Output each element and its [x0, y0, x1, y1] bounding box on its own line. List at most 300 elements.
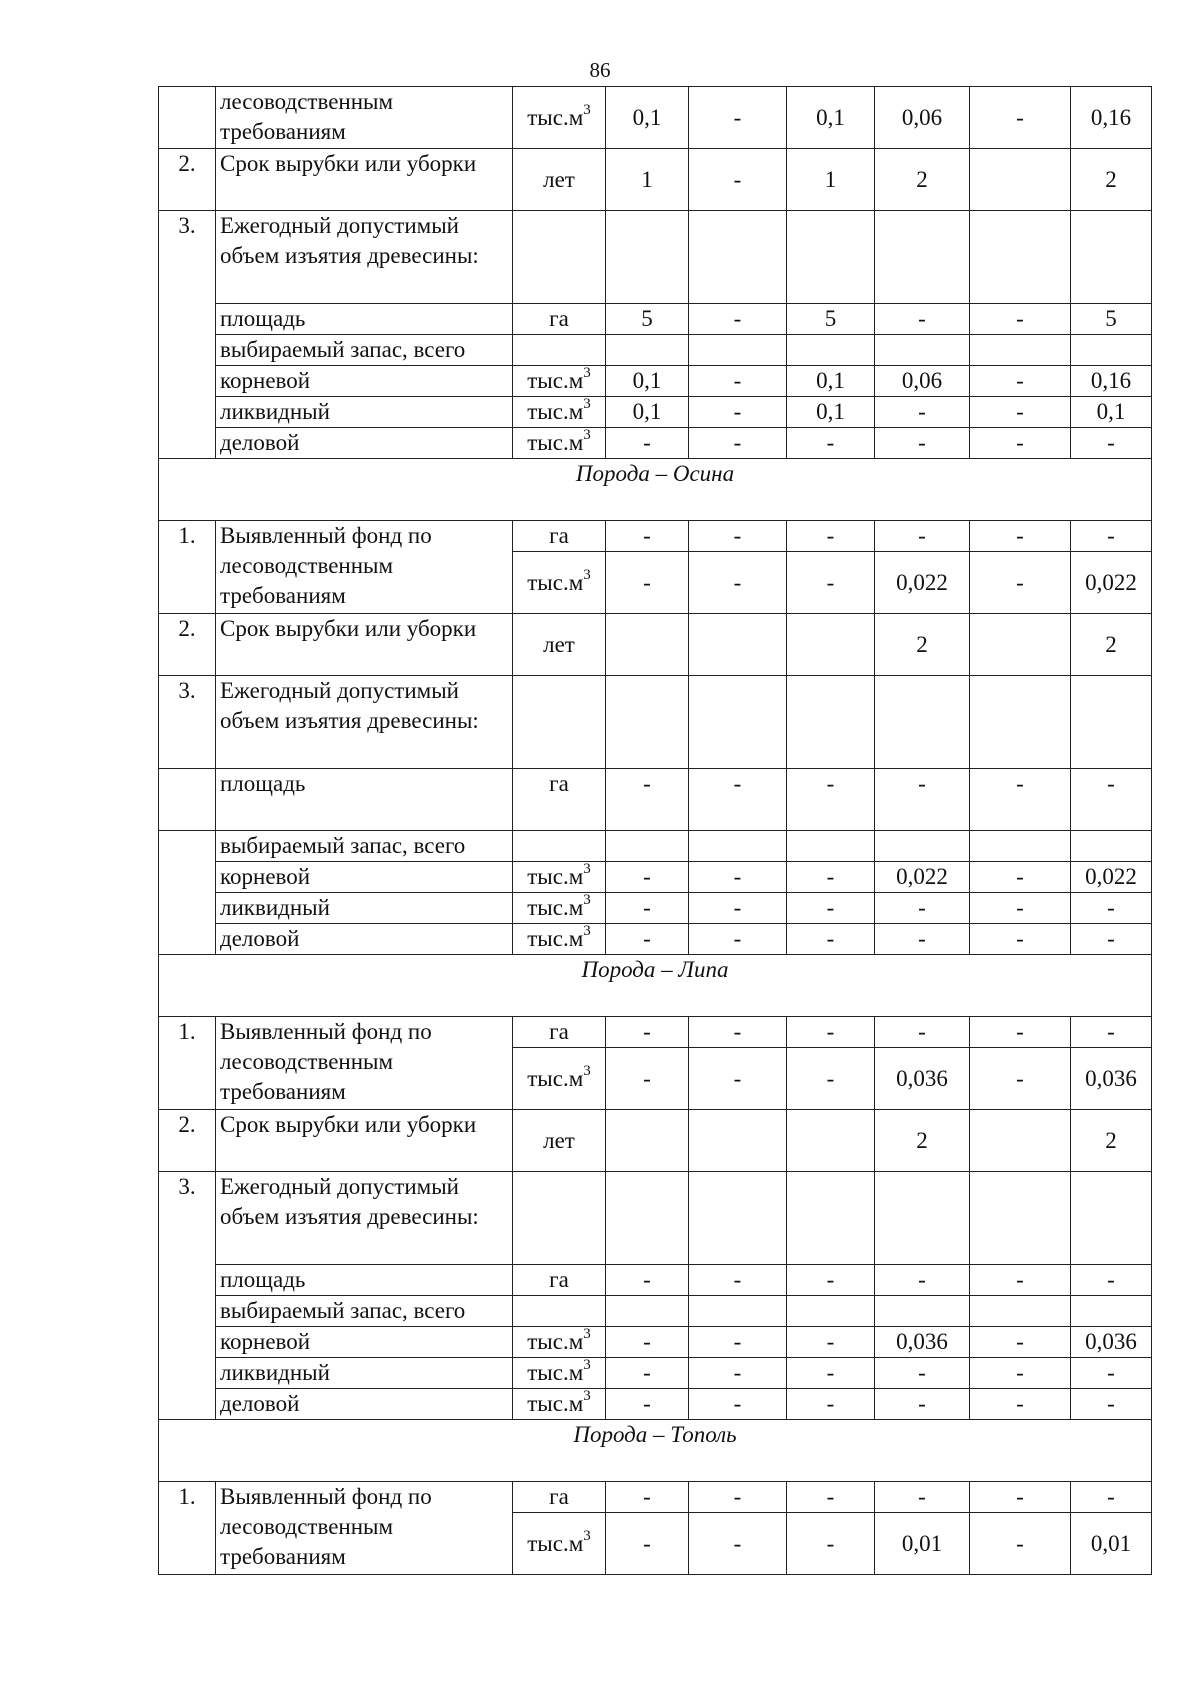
- value-cell: [970, 1296, 1071, 1327]
- species-heading: Порода – Осина: [159, 459, 1152, 521]
- value-cell: -: [689, 366, 787, 397]
- row-label: Срок вырубки или уборки: [216, 149, 513, 211]
- value-cell: -: [970, 893, 1071, 924]
- row-label: площадь: [216, 1265, 513, 1296]
- value-cell: [787, 831, 875, 862]
- table-row: [159, 366, 1152, 397]
- unit-cell: [513, 1110, 606, 1172]
- table-row: [159, 924, 1152, 955]
- value-cell: -: [689, 862, 787, 893]
- value-cell: 2: [1071, 149, 1152, 211]
- value-cell: -: [970, 1358, 1071, 1389]
- unit-text: га: [549, 771, 569, 796]
- value-cell: -: [875, 1389, 970, 1420]
- value-cell: [1071, 1296, 1152, 1327]
- value-cell: [606, 614, 689, 676]
- value-cell: [970, 335, 1071, 366]
- unit-cell: [513, 366, 606, 397]
- value-cell: -: [875, 769, 970, 831]
- unit-cell: [513, 1296, 606, 1327]
- section-row: [159, 459, 1152, 521]
- value-cell: [875, 831, 970, 862]
- unit-cell: [513, 1048, 606, 1110]
- value-cell: 0,1: [787, 87, 875, 149]
- value-cell: -: [787, 1048, 875, 1110]
- value-cell: -: [689, 552, 787, 614]
- unit-cell: [513, 1389, 606, 1420]
- unit-superscript: 3: [583, 1326, 591, 1343]
- value-cell: -: [787, 1327, 875, 1358]
- value-cell: [787, 1110, 875, 1172]
- value-cell: -: [606, 1358, 689, 1389]
- value-cell: -: [689, 304, 787, 335]
- value-cell: -: [787, 552, 875, 614]
- value-cell: -: [1071, 1265, 1152, 1296]
- row-number: [159, 831, 216, 955]
- row-label: лесоводственным требованиям: [216, 87, 513, 149]
- value-cell: -: [689, 149, 787, 211]
- value-cell: -: [606, 552, 689, 614]
- unit-superscript: 3: [583, 923, 591, 940]
- unit-cell: [513, 614, 606, 676]
- unit-text: тыс.м: [527, 1360, 584, 1385]
- unit-cell: [513, 335, 606, 366]
- value-cell: 0,036: [1071, 1327, 1152, 1358]
- unit-cell: [513, 1172, 606, 1265]
- value-cell: -: [787, 769, 875, 831]
- unit-superscript: 3: [583, 396, 591, 413]
- row-label: деловой: [216, 924, 513, 955]
- row-label: Ежегодный допустимый объем изъятия древесины:: [216, 1172, 513, 1265]
- unit-cell: [513, 1327, 606, 1358]
- table-row: [159, 1482, 1152, 1513]
- unit-text: тыс.м: [527, 1530, 584, 1556]
- value-cell: -: [875, 1017, 970, 1048]
- value-cell: [970, 1110, 1071, 1172]
- value-cell: -: [689, 1482, 787, 1513]
- value-cell: -: [606, 428, 689, 459]
- table-row: [159, 614, 1152, 676]
- value-cell: -: [1071, 893, 1152, 924]
- value-cell: -: [1071, 428, 1152, 459]
- table-row: [159, 211, 1152, 304]
- table-row: [159, 1296, 1152, 1327]
- value-cell: [1071, 335, 1152, 366]
- row-number: 2.: [159, 1110, 216, 1172]
- species-heading: Порода – Тополь: [159, 1420, 1152, 1482]
- value-cell: -: [970, 1513, 1071, 1575]
- row-label: выбираемый запас, всего: [216, 831, 513, 862]
- row-label: корневой: [216, 366, 513, 397]
- row-label: Выявленный фонд по лесоводственным требованиям: [216, 1017, 513, 1110]
- value-cell: 0,01: [1071, 1513, 1152, 1575]
- unit-text: лет: [543, 166, 575, 192]
- value-cell: [606, 1172, 689, 1265]
- value-cell: [787, 335, 875, 366]
- unit-superscript: 3: [583, 101, 591, 118]
- unit-text: тыс.м: [527, 864, 584, 889]
- value-cell: -: [787, 428, 875, 459]
- value-cell: -: [689, 521, 787, 552]
- row-number: 3.: [159, 676, 216, 769]
- row-label: ликвидный: [216, 893, 513, 924]
- table-row: [159, 1110, 1152, 1172]
- value-cell: [689, 1296, 787, 1327]
- unit-cell: [513, 893, 606, 924]
- value-cell: -: [875, 924, 970, 955]
- value-cell: 0,1: [787, 366, 875, 397]
- row-label: Ежегодный допустимый объем изъятия древесины:: [216, 676, 513, 769]
- value-cell: [1071, 211, 1152, 304]
- section-row: [159, 955, 1152, 1017]
- value-cell: -: [787, 1358, 875, 1389]
- table-row: [159, 149, 1152, 211]
- value-cell: 0,022: [875, 552, 970, 614]
- row-label: площадь: [216, 769, 513, 831]
- value-cell: -: [970, 1017, 1071, 1048]
- value-cell: [970, 676, 1071, 769]
- value-cell: [787, 211, 875, 304]
- row-label: Выявленный фонд по лесоводственным требованиям: [216, 1482, 513, 1575]
- row-label: Срок вырубки или уборки: [216, 1110, 513, 1172]
- table-row: [159, 1017, 1152, 1048]
- value-cell: 0,036: [875, 1048, 970, 1110]
- value-cell: [606, 1110, 689, 1172]
- value-cell: -: [970, 1048, 1071, 1110]
- row-number: 2.: [159, 149, 216, 211]
- unit-cell: [513, 304, 606, 335]
- table-row: [159, 1389, 1152, 1420]
- value-cell: 0,06: [875, 87, 970, 149]
- value-cell: [970, 211, 1071, 304]
- value-cell: [970, 1172, 1071, 1265]
- value-cell: -: [606, 1265, 689, 1296]
- row-label: деловой: [216, 428, 513, 459]
- unit-superscript: 3: [583, 1062, 591, 1079]
- value-cell: -: [970, 397, 1071, 428]
- value-cell: -: [970, 428, 1071, 459]
- unit-text: тыс.м: [527, 1065, 584, 1091]
- unit-text: тыс.м: [527, 1329, 584, 1354]
- row-number: 1.: [159, 1482, 216, 1575]
- value-cell: [689, 676, 787, 769]
- value-cell: -: [787, 521, 875, 552]
- value-cell: -: [689, 397, 787, 428]
- value-cell: -: [606, 1048, 689, 1110]
- unit-cell: [513, 428, 606, 459]
- row-label: деловой: [216, 1389, 513, 1420]
- value-cell: [689, 211, 787, 304]
- value-cell: [606, 211, 689, 304]
- value-cell: -: [606, 862, 689, 893]
- value-cell: -: [606, 1482, 689, 1513]
- value-cell: -: [689, 428, 787, 459]
- value-cell: 0,022: [875, 862, 970, 893]
- value-cell: -: [875, 397, 970, 428]
- table-row: [159, 1265, 1152, 1296]
- value-cell: -: [787, 1513, 875, 1575]
- table-row: [159, 87, 1152, 149]
- value-cell: [875, 676, 970, 769]
- value-cell: [1071, 676, 1152, 769]
- unit-superscript: 3: [583, 861, 591, 878]
- value-cell: -: [606, 1513, 689, 1575]
- row-label: корневой: [216, 862, 513, 893]
- value-cell: [970, 831, 1071, 862]
- unit-cell: [513, 211, 606, 304]
- table-row: [159, 893, 1152, 924]
- value-cell: -: [970, 769, 1071, 831]
- row-label: Выявленный фонд по лесоводственным требованиям: [216, 521, 513, 614]
- value-cell: -: [689, 1358, 787, 1389]
- unit-cell: [513, 862, 606, 893]
- value-cell: [787, 676, 875, 769]
- table-row: [159, 1358, 1152, 1389]
- value-cell: -: [875, 304, 970, 335]
- unit-text: га: [549, 523, 569, 548]
- value-cell: 2: [875, 149, 970, 211]
- value-cell: 0,036: [1071, 1048, 1152, 1110]
- unit-cell: [513, 1513, 606, 1575]
- value-cell: 0,022: [1071, 862, 1152, 893]
- unit-text: га: [549, 1484, 569, 1509]
- value-cell: 0,01: [875, 1513, 970, 1575]
- unit-text: га: [549, 1019, 569, 1044]
- value-cell: -: [970, 521, 1071, 552]
- value-cell: -: [787, 1017, 875, 1048]
- row-number: 2.: [159, 614, 216, 676]
- table-row: [159, 676, 1152, 769]
- value-cell: -: [606, 521, 689, 552]
- unit-superscript: 3: [583, 427, 591, 444]
- value-cell: [875, 211, 970, 304]
- unit-superscript: 3: [583, 365, 591, 382]
- value-cell: [787, 614, 875, 676]
- value-cell: -: [970, 1482, 1071, 1513]
- value-cell: 1: [606, 149, 689, 211]
- table-row: [159, 397, 1152, 428]
- value-cell: -: [1071, 1482, 1152, 1513]
- value-cell: -: [1071, 1389, 1152, 1420]
- unit-text: тыс.м: [527, 430, 584, 455]
- row-label: площадь: [216, 304, 513, 335]
- value-cell: -: [689, 893, 787, 924]
- value-cell: 2: [875, 614, 970, 676]
- value-cell: -: [970, 366, 1071, 397]
- unit-cell: [513, 552, 606, 614]
- unit-text: лет: [543, 1127, 575, 1153]
- unit-text: тыс.м: [527, 104, 584, 130]
- value-cell: -: [970, 87, 1071, 149]
- unit-superscript: 3: [583, 566, 591, 583]
- value-cell: 0,16: [1071, 366, 1152, 397]
- value-cell: [1071, 831, 1152, 862]
- row-label: Срок вырубки или уборки: [216, 614, 513, 676]
- table-row: [159, 1172, 1152, 1265]
- value-cell: -: [689, 1327, 787, 1358]
- value-cell: [875, 335, 970, 366]
- unit-cell: [513, 149, 606, 211]
- value-cell: [689, 1110, 787, 1172]
- unit-cell: [513, 87, 606, 149]
- row-number: 1.: [159, 1017, 216, 1110]
- unit-superscript: 3: [583, 1357, 591, 1374]
- unit-cell: [513, 397, 606, 428]
- value-cell: -: [787, 924, 875, 955]
- unit-text: га: [549, 1267, 569, 1292]
- value-cell: 5: [606, 304, 689, 335]
- value-cell: [970, 149, 1071, 211]
- unit-text: тыс.м: [527, 926, 584, 951]
- unit-text: тыс.м: [527, 895, 584, 920]
- value-cell: 2: [875, 1110, 970, 1172]
- unit-text: тыс.м: [527, 1391, 584, 1416]
- value-cell: -: [1071, 521, 1152, 552]
- unit-cell: [513, 1017, 606, 1048]
- value-cell: [787, 1296, 875, 1327]
- table-row: [159, 335, 1152, 366]
- value-cell: -: [787, 893, 875, 924]
- unit-cell: [513, 676, 606, 769]
- value-cell: -: [689, 1513, 787, 1575]
- value-cell: [689, 335, 787, 366]
- row-label: ликвидный: [216, 397, 513, 428]
- value-cell: [875, 1172, 970, 1265]
- value-cell: -: [689, 1017, 787, 1048]
- value-cell: 0,1: [1071, 397, 1152, 428]
- value-cell: -: [970, 862, 1071, 893]
- table-row: [159, 428, 1152, 459]
- row-label: корневой: [216, 1327, 513, 1358]
- table-row: [159, 862, 1152, 893]
- forest-data-table: [158, 86, 1152, 1575]
- value-cell: -: [875, 1358, 970, 1389]
- value-cell: 0,1: [606, 397, 689, 428]
- value-cell: -: [689, 87, 787, 149]
- value-cell: -: [1071, 769, 1152, 831]
- value-cell: -: [1071, 1017, 1152, 1048]
- unit-superscript: 3: [583, 1388, 591, 1405]
- unit-cell: [513, 1265, 606, 1296]
- section-row: [159, 1420, 1152, 1482]
- row-number: 3.: [159, 211, 216, 459]
- value-cell: 0,036: [875, 1327, 970, 1358]
- value-cell: -: [970, 1327, 1071, 1358]
- page-number: 86: [589, 58, 611, 82]
- value-cell: 0,022: [1071, 552, 1152, 614]
- value-cell: -: [970, 1389, 1071, 1420]
- value-cell: 0,16: [1071, 87, 1152, 149]
- value-cell: [606, 831, 689, 862]
- value-cell: -: [606, 769, 689, 831]
- unit-text: га: [549, 306, 569, 331]
- value-cell: -: [787, 1389, 875, 1420]
- value-cell: -: [606, 893, 689, 924]
- table-row: [159, 831, 1152, 862]
- unit-text: тыс.м: [527, 368, 584, 393]
- value-cell: [689, 1172, 787, 1265]
- value-cell: -: [787, 862, 875, 893]
- unit-cell: [513, 769, 606, 831]
- row-label: Ежегодный допустимый объем изъятия древесины:: [216, 211, 513, 304]
- unit-text: тыс.м: [527, 399, 584, 424]
- row-number: [159, 87, 216, 149]
- value-cell: -: [606, 924, 689, 955]
- value-cell: -: [689, 924, 787, 955]
- species-heading: Порода – Липа: [159, 955, 1152, 1017]
- value-cell: -: [970, 924, 1071, 955]
- row-label: ликвидный: [216, 1358, 513, 1389]
- value-cell: -: [787, 1265, 875, 1296]
- table-row: [159, 304, 1152, 335]
- unit-cell: [513, 831, 606, 862]
- value-cell: 1: [787, 149, 875, 211]
- value-cell: 0,1: [787, 397, 875, 428]
- value-cell: 2: [1071, 614, 1152, 676]
- unit-cell: [513, 924, 606, 955]
- value-cell: 5: [1071, 304, 1152, 335]
- value-cell: [875, 1296, 970, 1327]
- unit-text: лет: [543, 631, 575, 657]
- value-cell: -: [606, 1327, 689, 1358]
- value-cell: -: [606, 1389, 689, 1420]
- table-row: [159, 769, 1152, 831]
- row-label: выбираемый запас, всего: [216, 1296, 513, 1327]
- unit-text: тыс.м: [527, 569, 584, 595]
- value-cell: -: [689, 1048, 787, 1110]
- row-number: 1.: [159, 521, 216, 614]
- unit-cell: [513, 1358, 606, 1389]
- value-cell: -: [689, 1265, 787, 1296]
- value-cell: 0,1: [606, 87, 689, 149]
- value-cell: [689, 831, 787, 862]
- table-row: [159, 521, 1152, 552]
- unit-superscript: 3: [583, 892, 591, 909]
- value-cell: 0,1: [606, 366, 689, 397]
- row-number: [159, 769, 216, 831]
- value-cell: [787, 1172, 875, 1265]
- value-cell: -: [875, 893, 970, 924]
- value-cell: 2: [1071, 1110, 1152, 1172]
- row-label: выбираемый запас, всего: [216, 335, 513, 366]
- unit-superscript: 3: [583, 1527, 591, 1544]
- value-cell: -: [1071, 924, 1152, 955]
- value-cell: [1071, 1172, 1152, 1265]
- value-cell: 5: [787, 304, 875, 335]
- unit-cell: [513, 1482, 606, 1513]
- value-cell: [689, 614, 787, 676]
- unit-cell: [513, 521, 606, 552]
- value-cell: -: [875, 521, 970, 552]
- value-cell: -: [689, 769, 787, 831]
- value-cell: [606, 1296, 689, 1327]
- value-cell: -: [970, 552, 1071, 614]
- value-cell: -: [875, 1265, 970, 1296]
- value-cell: [606, 676, 689, 769]
- table-row: [159, 1327, 1152, 1358]
- value-cell: 0,06: [875, 366, 970, 397]
- value-cell: -: [689, 1389, 787, 1420]
- value-cell: [606, 335, 689, 366]
- value-cell: -: [875, 428, 970, 459]
- row-number: 3.: [159, 1172, 216, 1420]
- value-cell: -: [787, 1482, 875, 1513]
- value-cell: [970, 614, 1071, 676]
- value-cell: -: [1071, 1358, 1152, 1389]
- value-cell: -: [970, 1265, 1071, 1296]
- value-cell: -: [970, 304, 1071, 335]
- value-cell: -: [875, 1482, 970, 1513]
